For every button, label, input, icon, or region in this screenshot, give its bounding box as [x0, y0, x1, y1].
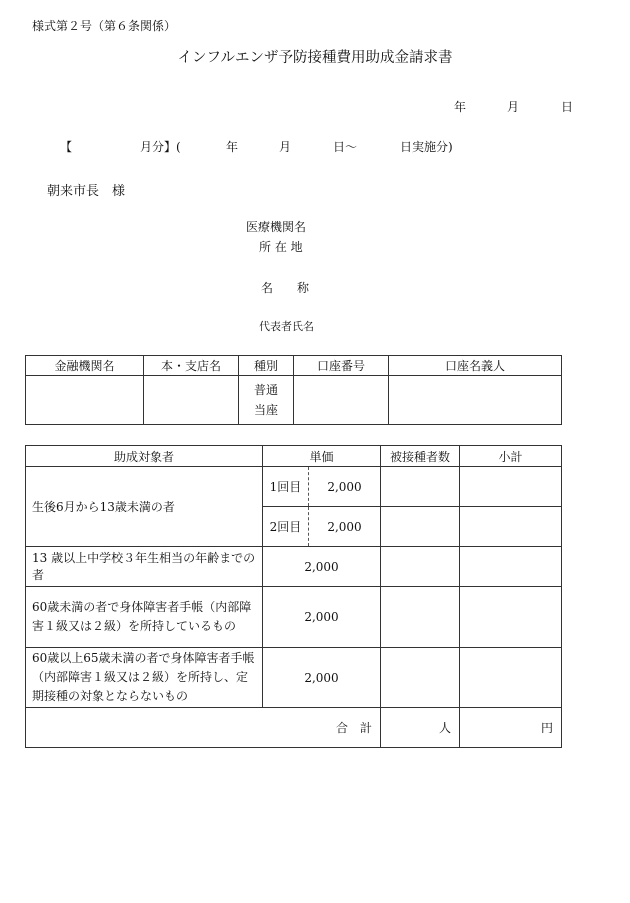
account-type-ordinary: 普通: [253, 383, 278, 397]
subsidy-header-vaccinated-count: 被接種者数: [381, 446, 460, 467]
dose-2-price: 2,000: [309, 507, 381, 547]
dose-1-label: 1回目: [263, 467, 309, 507]
subsidy-row-junior-label: 13 歳以上中学校３年生相当の年齢までの者: [26, 547, 263, 587]
dose-2-count-cell[interactable]: [381, 507, 460, 547]
60to65-subtotal-cell[interactable]: [460, 648, 562, 708]
subsidy-row-60to65-label: 60歳以上65歳未満の者で身体障害者手帳（内部障害１級又は２級）を所持し、定期接種の対象とならないもの: [26, 648, 263, 708]
date-day-label: 日: [561, 100, 574, 114]
bank-name-cell[interactable]: [26, 376, 144, 425]
total-label: 合 計: [26, 708, 381, 748]
junior-count-cell[interactable]: [381, 547, 460, 587]
period-bracket-open: 【: [60, 140, 73, 154]
period-day-to: 日実施分): [400, 140, 453, 154]
account-type-cell[interactable]: [239, 376, 294, 425]
total-yen-cell[interactable]: [460, 708, 562, 748]
bank-header-account-number: 口座番号: [294, 356, 389, 376]
account-number-cell[interactable]: [294, 376, 389, 425]
date-month-label: 月: [507, 100, 520, 114]
60to65-count-cell[interactable]: [381, 648, 460, 708]
branch-name-cell[interactable]: [144, 376, 239, 425]
dose-2-subtotal-cell[interactable]: [460, 507, 562, 547]
institution-address-label: 所 在 地: [259, 240, 303, 254]
account-type-current: 当座: [253, 403, 278, 417]
subsidy-header-subtotal: 小計: [460, 446, 562, 467]
bank-account-table: [25, 355, 562, 425]
date-year-label: 年: [454, 100, 467, 114]
bank-header-bank-name: 金融機関名: [26, 356, 144, 376]
institution-label: 医療機関名: [246, 220, 307, 234]
subsidy-row-junior-price: 2,000: [263, 547, 381, 587]
subsidy-row-under60-label: 60歳未満の者で身体障害者手帳（内部障害１級又は２級）を所持しているもの: [26, 587, 263, 648]
document-title: インフルエンザ予防接種費用助成金請求書: [177, 50, 453, 66]
total-yen-unit: 円: [541, 721, 554, 735]
dose-2-label: 2回目: [263, 507, 309, 547]
addressee: 朝来市長 様: [47, 184, 126, 199]
under60-subtotal-cell[interactable]: [460, 587, 562, 648]
period-year-label: 年: [226, 140, 239, 154]
representative-label: 代表者氏名: [259, 320, 314, 333]
period-day-from: 日～: [333, 140, 358, 154]
bank-header-account-holder: 口座名義人: [389, 356, 562, 376]
subsidy-header-target: 助成対象者: [26, 446, 263, 467]
total-people-unit: 人: [439, 721, 452, 735]
subsidy-header-unit-price: 単価: [263, 446, 381, 467]
account-holder-cell[interactable]: [389, 376, 562, 425]
subsidy-row-child-label: 生後6月から13歳未満の者: [26, 467, 263, 547]
junior-subtotal-cell[interactable]: [460, 547, 562, 587]
dose-1-count-cell[interactable]: [381, 467, 460, 507]
period-month-label: 月分】(: [140, 140, 181, 154]
subsidy-row-60to65-price: 2,000: [263, 648, 381, 708]
institution-name-label: 名 称: [261, 281, 310, 295]
bank-header-type: 種別: [239, 356, 294, 376]
under60-count-cell[interactable]: [381, 587, 460, 648]
subsidy-table: [25, 445, 562, 748]
subsidy-row-under60-price: 2,000: [263, 587, 381, 648]
dose-1-price: 2,000: [309, 467, 381, 507]
bank-header-branch: 本・支店名: [144, 356, 239, 376]
form-number: 様式第２号（第６条関係）: [32, 19, 177, 33]
total-people-cell[interactable]: [381, 708, 460, 748]
dose-1-subtotal-cell[interactable]: [460, 467, 562, 507]
period-month-unit: 月: [279, 140, 292, 154]
